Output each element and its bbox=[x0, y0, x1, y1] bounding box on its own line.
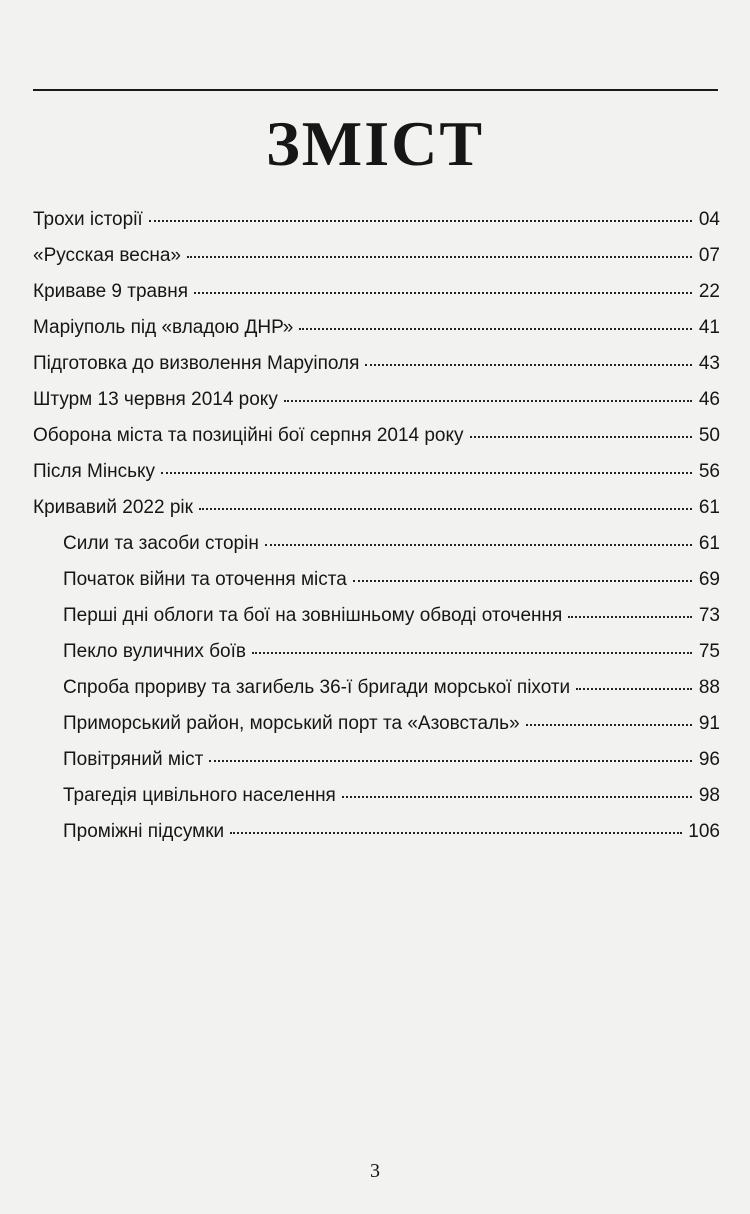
toc-leader-dots bbox=[342, 796, 692, 798]
toc-entry-page: 41 bbox=[698, 317, 720, 338]
header-rule bbox=[33, 89, 718, 91]
toc-entry-page: 46 bbox=[698, 389, 720, 410]
toc-leader-dots bbox=[199, 508, 692, 510]
toc-subentry bbox=[33, 670, 720, 706]
toc-leader-dots bbox=[576, 688, 692, 690]
toc-leader-dots bbox=[187, 256, 692, 258]
toc-entry-label: Маріуполь під «владою ДНР» bbox=[33, 317, 294, 338]
toc-entry-page: 91 bbox=[698, 713, 720, 734]
toc-entry bbox=[33, 310, 720, 346]
toc-entry-label: Криваве 9 травня bbox=[33, 281, 188, 302]
toc-entry-page: 98 bbox=[698, 785, 720, 806]
toc-entry-page: 56 bbox=[698, 461, 720, 482]
toc-entry-label: Сили та засоби сторін bbox=[63, 533, 259, 554]
toc-leader-dots bbox=[209, 760, 692, 762]
toc-entry-page: 106 bbox=[688, 821, 720, 842]
toc-entry-page: 69 bbox=[698, 569, 720, 590]
toc-entry bbox=[33, 382, 720, 418]
toc-entry-page: 43 bbox=[698, 353, 720, 374]
toc-entry-label: Підготовка до визволення Маруіполя bbox=[33, 353, 360, 374]
toc-leader-dots bbox=[194, 292, 692, 294]
toc-subentry bbox=[33, 598, 720, 634]
toc-subentry bbox=[33, 634, 720, 670]
toc-entry-label: Трагедія цивільного населення bbox=[63, 785, 336, 806]
toc-subentry bbox=[33, 814, 720, 850]
toc-leader-dots bbox=[353, 580, 692, 582]
toc-entry-label: Пекло вуличних боїв bbox=[63, 641, 246, 662]
toc-entry bbox=[33, 454, 720, 490]
toc-leader-dots bbox=[470, 436, 692, 438]
toc-entry-page: 22 bbox=[698, 281, 720, 302]
toc-entry bbox=[33, 202, 720, 238]
toc-entry-page: 07 bbox=[698, 245, 720, 266]
toc-entry-page: 61 bbox=[698, 497, 720, 518]
toc-leader-dots bbox=[284, 400, 692, 402]
page-title: ЗМІСТ bbox=[266, 108, 484, 179]
toc-entry-label: Перші дні облоги та бої на зовнішньому обводі оточення bbox=[63, 605, 563, 626]
toc-entry-label: Кривавий 2022 рік bbox=[33, 497, 193, 518]
toc-entry-page: 88 bbox=[698, 677, 720, 698]
toc-leader-dots bbox=[365, 364, 692, 366]
toc-entry-label: Спроба прориву та загибель 36-ї бригади морської піхоти bbox=[63, 677, 571, 698]
toc-leader-dots bbox=[265, 544, 692, 546]
toc-subentry bbox=[33, 562, 720, 598]
toc-entry bbox=[33, 490, 720, 526]
toc-entry-label: Оборона міста та позиційні бої серпня 2014 року bbox=[33, 425, 464, 446]
toc-leader-dots bbox=[149, 220, 692, 222]
toc-subentry bbox=[33, 778, 720, 814]
toc-entry-page: 73 bbox=[698, 605, 720, 626]
toc-entry-page: 96 bbox=[698, 749, 720, 770]
toc-entry-label: «Русская весна» bbox=[33, 245, 181, 266]
toc-entry-label: Проміжні підсумки bbox=[63, 821, 225, 842]
toc-entry-label: Повітряний міст bbox=[63, 749, 204, 770]
toc-entry bbox=[33, 238, 720, 274]
toc-entry-page: 04 bbox=[698, 209, 720, 230]
toc-leader-dots bbox=[252, 652, 692, 654]
toc-entry-label: Трохи історії bbox=[33, 209, 143, 230]
toc-entry bbox=[33, 274, 720, 310]
page-number: 3 bbox=[370, 1160, 380, 1182]
toc-entry-label: Приморський район, морський порт та «Азовсталь» bbox=[63, 713, 520, 734]
toc-leader-dots bbox=[299, 328, 692, 330]
toc-entry bbox=[33, 418, 720, 454]
toc-entry bbox=[33, 346, 720, 382]
toc-leader-dots bbox=[161, 472, 692, 474]
table-of-contents bbox=[33, 202, 720, 850]
toc-entry-page: 61 bbox=[698, 533, 720, 554]
toc-entry-label: Початок війни та оточення міста bbox=[63, 569, 347, 590]
toc-subentry bbox=[33, 742, 720, 778]
toc-leader-dots bbox=[568, 616, 692, 618]
toc-entry-page: 75 bbox=[698, 641, 720, 662]
toc-entry-label: Штурм 13 червня 2014 року bbox=[33, 389, 278, 410]
toc-entry-label: Після Мінську bbox=[33, 461, 155, 482]
toc-subentry bbox=[33, 526, 720, 562]
toc-leader-dots bbox=[526, 724, 692, 726]
toc-subentry bbox=[33, 706, 720, 742]
toc-leader-dots bbox=[230, 832, 682, 834]
toc-entry-page: 50 bbox=[698, 425, 720, 446]
